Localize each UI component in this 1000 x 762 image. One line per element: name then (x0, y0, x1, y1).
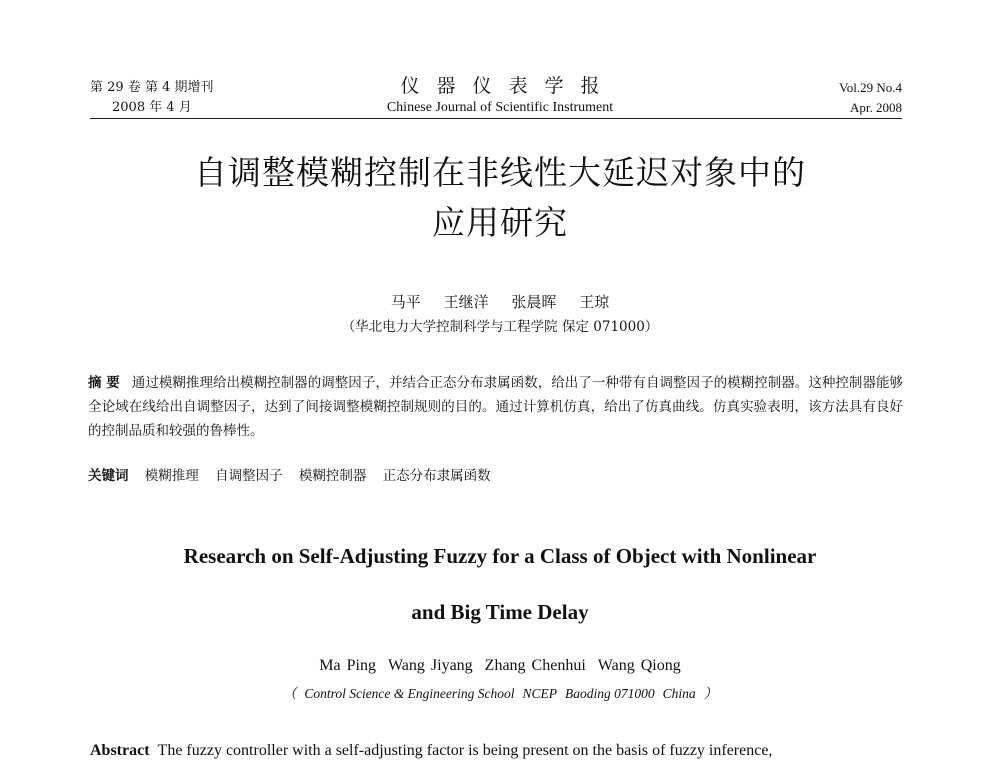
authors-cn (0, 292, 1000, 312)
volume-issue-cn: 第 29 卷 第 4 期增刊 (90, 80, 214, 95)
author-en: Zhang Chenhui (484, 657, 586, 674)
affiliation-cn: （华北电力大学控制科学与工程学院 保定 071000） (341, 319, 659, 335)
keyword-cn: 模糊推理 (144, 468, 199, 484)
journal-name-cn: 仪器仪表学报 (400, 75, 617, 97)
keyword-cn: 自调整因子 (215, 468, 283, 484)
author-cn: 王继洋 (443, 293, 489, 311)
abstract-en-text: The fuzzy controller with a self-adjusting factor is being present on the basis of fuzzy inference, (157, 742, 773, 759)
author-cn: 张晨晖 (511, 293, 557, 311)
keyword-cn: 模糊控制器 (298, 468, 367, 484)
journal-name-en: Chinese Journal of Scientific Instrument (386, 100, 614, 115)
authors-en (0, 655, 1000, 677)
abstract-en (90, 740, 902, 762)
author-cn: 王琼 (579, 293, 610, 311)
title-en-line-1: Research on Self-Adjusting Fuzzy for a Class of Object with Nonlinear (183, 544, 817, 568)
author-en: Wang Jiyang (387, 657, 473, 674)
header-volume-cn (90, 78, 213, 118)
affiliation-en-part: China (662, 686, 696, 701)
paper-title-en (0, 528, 1000, 640)
date-cn: 2008 年 4 月 (112, 100, 192, 115)
author-en: Wang Qiong (597, 657, 681, 674)
abstract-cn (88, 371, 903, 443)
abstract-cn-text: 通过模糊推理给出模糊控制器的调整因子，并结合正态分布隶属函数，给出了一种带有自调整因子的模糊控制器。这种控制器能够全论域在线给出自调整因子，达到了间接调整模糊控制规则的目的。通过计算机仿真，给出了仿真曲线。仿真实验表明，该方法具有良好的控制品质和较强的鲁棒性。 (88, 375, 904, 439)
affiliation-en (0, 684, 1000, 704)
header-journal (300, 74, 700, 117)
title-cn-line-2: 应用研究 (432, 203, 568, 242)
affiliation-en-close: ） (703, 686, 718, 701)
affiliation-en-open: （ (282, 686, 297, 701)
paper-title-cn (0, 148, 1000, 248)
affiliation-en-part: Control Science & Engineering School (304, 686, 515, 701)
header-rule (90, 118, 902, 119)
affiliation-en-part: NCEP (522, 686, 558, 701)
author-cn: 马平 (390, 293, 421, 311)
title-en-line-2: and Big Time Delay (411, 600, 589, 624)
author-en: Ma Ping (319, 657, 376, 674)
abstract-cn-label: 摘 要 (88, 375, 120, 391)
abstract-en-label: Abstract (90, 742, 150, 759)
keywords-cn (88, 466, 903, 486)
title-cn-line-1: 自调整模糊控制在非线性大延迟对象中的 (194, 153, 806, 192)
affiliation-en-part: Baoding 071000 (565, 686, 655, 701)
keywords-cn-label: 关键词 (88, 468, 129, 484)
date-en: Apr. 2008 (850, 100, 902, 115)
header-volume-en (839, 78, 902, 118)
keyword-cn: 正态分布隶属函数 (382, 468, 491, 484)
volume-issue-en: Vol.29 No.4 (839, 80, 902, 95)
